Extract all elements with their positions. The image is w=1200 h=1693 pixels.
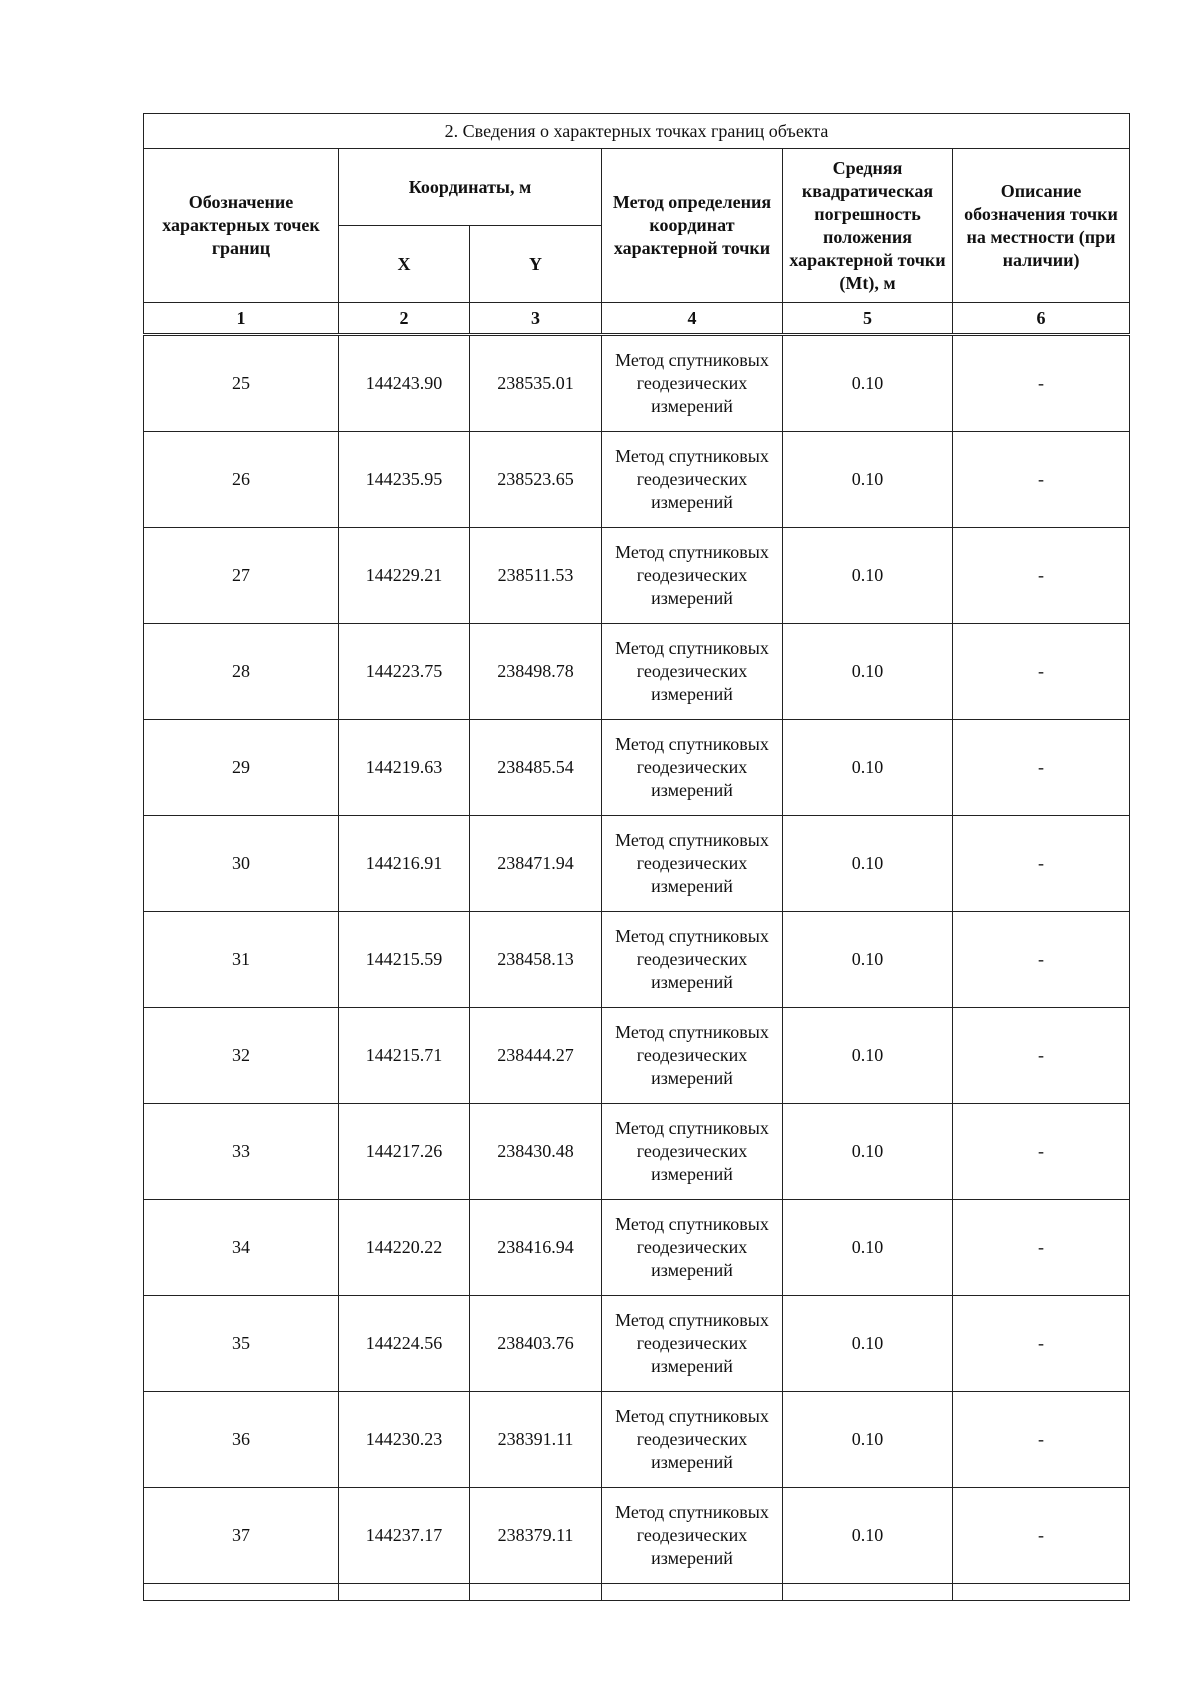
method-cell: Метод спутниковых геодезических измерений [602, 528, 783, 624]
empty-cell [144, 1584, 339, 1601]
error-cell: 0.10 [783, 528, 953, 624]
boundary-points-table [143, 113, 1130, 1601]
table-row [144, 624, 1130, 720]
description-cell: - [953, 912, 1130, 1008]
description-cell: - [953, 1296, 1130, 1392]
empty-cell [783, 1584, 953, 1601]
method-cell: Метод спутниковых геодезических измерений [602, 1392, 783, 1488]
coordinate-x-cell: 144216.91 [339, 816, 470, 912]
error-cell: 0.10 [783, 1008, 953, 1104]
error-cell: 0.10 [783, 1200, 953, 1296]
empty-cell [602, 1584, 783, 1601]
table-row [144, 1392, 1130, 1488]
coordinate-y-cell: 238379.11 [470, 1488, 602, 1584]
error-cell: 0.10 [783, 1488, 953, 1584]
coordinate-x-cell: 144223.75 [339, 624, 470, 720]
error-cell: 0.10 [783, 720, 953, 816]
error-cell: 0.10 [783, 1104, 953, 1200]
point-designation-cell: 31 [144, 912, 339, 1008]
coordinate-y-cell: 238498.78 [470, 624, 602, 720]
error-cell: 0.10 [783, 432, 953, 528]
description-cell: - [953, 1104, 1130, 1200]
table-row [144, 720, 1130, 816]
point-designation-cell: 33 [144, 1104, 339, 1200]
description-cell: - [953, 335, 1130, 432]
description-cell: - [953, 1488, 1130, 1584]
header-method: Метод определения координат характерной точки [602, 149, 783, 303]
method-cell: Метод спутниковых геодезических измерений [602, 816, 783, 912]
method-cell: Метод спутниковых геодезических измерений [602, 912, 783, 1008]
point-designation-cell: 34 [144, 1200, 339, 1296]
coordinate-y-cell: 238444.27 [470, 1008, 602, 1104]
description-cell: - [953, 720, 1130, 816]
coordinate-y-cell: 238523.65 [470, 432, 602, 528]
method-cell: Метод спутниковых геодезических измерений [602, 1296, 783, 1392]
coordinate-x-cell: 144243.90 [339, 335, 470, 432]
point-designation-cell: 25 [144, 335, 339, 432]
coordinate-x-cell: 144217.26 [339, 1104, 470, 1200]
section-title: 2. Сведения о характерных точках границ объекта [144, 114, 1130, 149]
coordinate-x-cell: 144230.23 [339, 1392, 470, 1488]
coordinate-y-cell: 238535.01 [470, 335, 602, 432]
error-cell: 0.10 [783, 1392, 953, 1488]
empty-cell [953, 1584, 1130, 1601]
method-cell: Метод спутниковых геодезических измерений [602, 1488, 783, 1584]
header-x: X [339, 226, 470, 303]
method-cell: Метод спутниковых геодезических измерений [602, 1104, 783, 1200]
header-description: Описание обозначения точки на местности (при наличии) [953, 149, 1130, 303]
coordinate-y-cell: 238485.54 [470, 720, 602, 816]
coordinate-x-cell: 144219.63 [339, 720, 470, 816]
table-row [144, 528, 1130, 624]
table-row [144, 816, 1130, 912]
column-number: 2 [339, 303, 470, 335]
error-cell: 0.10 [783, 335, 953, 432]
description-cell: - [953, 1392, 1130, 1488]
column-number: 5 [783, 303, 953, 335]
table-row [144, 335, 1130, 432]
empty-cell [339, 1584, 470, 1601]
coordinate-x-cell: 144220.22 [339, 1200, 470, 1296]
point-designation-cell: 29 [144, 720, 339, 816]
table-row [144, 1488, 1130, 1584]
coordinate-y-cell: 238430.48 [470, 1104, 602, 1200]
column-number: 4 [602, 303, 783, 335]
point-designation-cell: 35 [144, 1296, 339, 1392]
coordinate-y-cell: 238391.11 [470, 1392, 602, 1488]
coordinate-x-cell: 144215.71 [339, 1008, 470, 1104]
header-designation: Обозначение характерных точек границ [144, 149, 339, 303]
method-cell: Метод спутниковых геодезических измерений [602, 432, 783, 528]
method-cell: Метод спутниковых геодезических измерений [602, 720, 783, 816]
coordinate-y-cell: 238416.94 [470, 1200, 602, 1296]
coordinate-y-cell: 238458.13 [470, 912, 602, 1008]
point-designation-cell: 32 [144, 1008, 339, 1104]
column-number: 1 [144, 303, 339, 335]
point-designation-cell: 26 [144, 432, 339, 528]
description-cell: - [953, 1200, 1130, 1296]
coordinate-y-cell: 238471.94 [470, 816, 602, 912]
coordinate-x-cell: 144229.21 [339, 528, 470, 624]
header-coordinates: Координаты, м [339, 149, 602, 226]
point-designation-cell: 37 [144, 1488, 339, 1584]
coordinate-x-cell: 144235.95 [339, 432, 470, 528]
coordinate-y-cell: 238403.76 [470, 1296, 602, 1392]
coordinate-y-cell: 238511.53 [470, 528, 602, 624]
point-designation-cell: 30 [144, 816, 339, 912]
table-row [144, 1200, 1130, 1296]
header-y: Y [470, 226, 602, 303]
table-row [144, 1104, 1130, 1200]
coordinate-x-cell: 144237.17 [339, 1488, 470, 1584]
description-cell: - [953, 528, 1130, 624]
error-cell: 0.10 [783, 816, 953, 912]
column-number: 6 [953, 303, 1130, 335]
table-row [144, 432, 1130, 528]
error-cell: 0.10 [783, 912, 953, 1008]
empty-cell [470, 1584, 602, 1601]
description-cell: - [953, 624, 1130, 720]
method-cell: Метод спутниковых геодезических измерений [602, 1200, 783, 1296]
table-row [144, 912, 1130, 1008]
error-cell: 0.10 [783, 624, 953, 720]
column-number: 3 [470, 303, 602, 335]
point-designation-cell: 28 [144, 624, 339, 720]
coordinate-x-cell: 144224.56 [339, 1296, 470, 1392]
error-cell: 0.10 [783, 1296, 953, 1392]
document-page [143, 113, 1129, 1601]
coordinate-x-cell: 144215.59 [339, 912, 470, 1008]
table-row [144, 1008, 1130, 1104]
table-row [144, 1296, 1130, 1392]
description-cell: - [953, 432, 1130, 528]
description-cell: - [953, 1008, 1130, 1104]
header-error: Средняя квадратическая погрешность положения характерной точки (Mt), м [783, 149, 953, 303]
point-designation-cell: 27 [144, 528, 339, 624]
table-footer-spacer [144, 1584, 1130, 1601]
point-designation-cell: 36 [144, 1392, 339, 1488]
description-cell: - [953, 816, 1130, 912]
method-cell: Метод спутниковых геодезических измерений [602, 335, 783, 432]
method-cell: Метод спутниковых геодезических измерений [602, 1008, 783, 1104]
table-body [144, 335, 1130, 1601]
method-cell: Метод спутниковых геодезических измерений [602, 624, 783, 720]
